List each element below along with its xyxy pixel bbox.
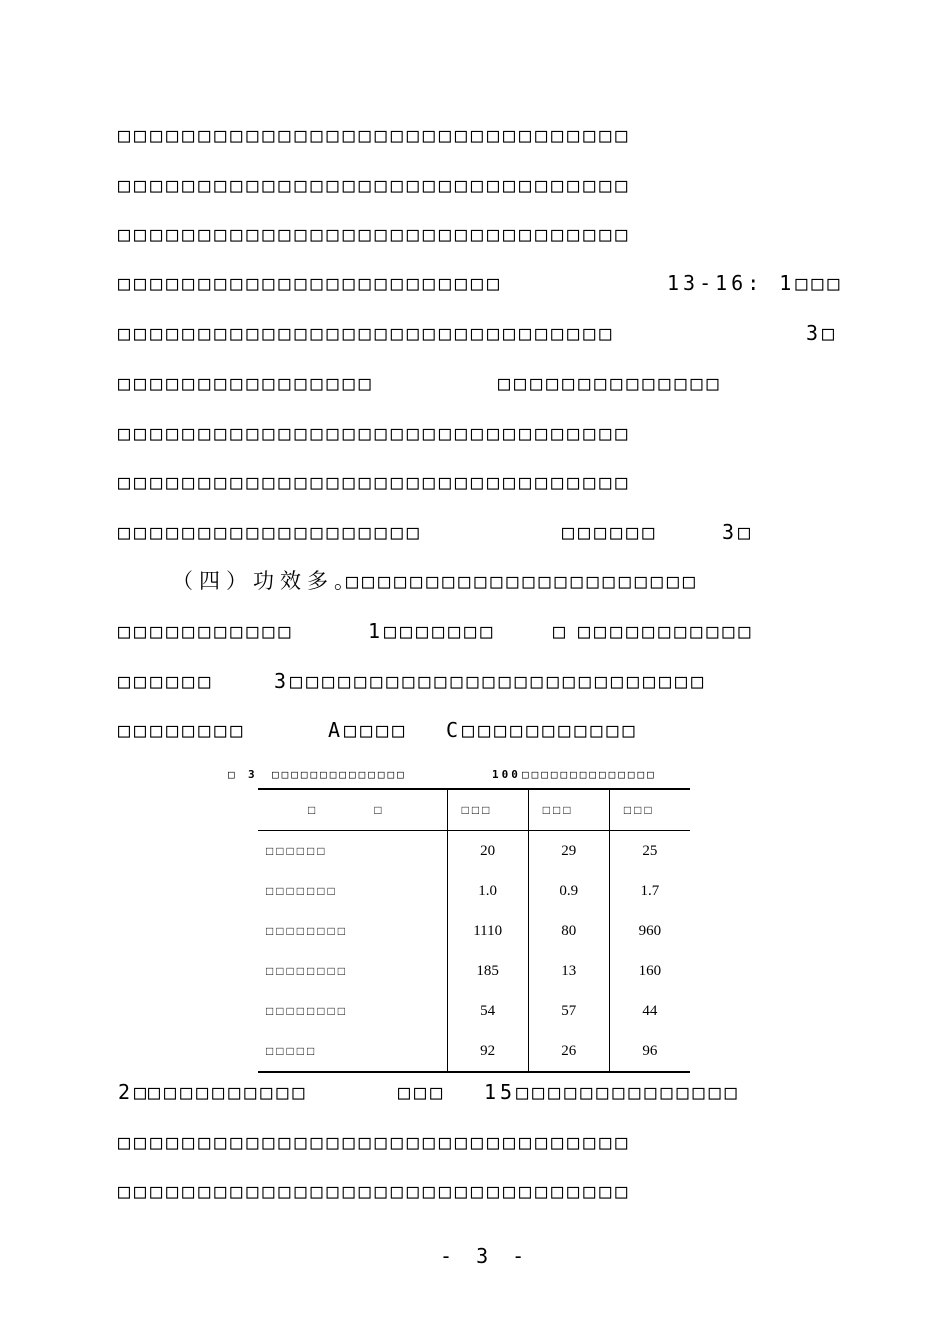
table-cell: 185 <box>447 951 528 991</box>
text-segment: 1□ <box>368 619 401 643</box>
row-label: □□□□□ <box>258 1031 447 1072</box>
text-segment: □□□□□□□□□□□□□□□□□□□□□□□□□□□□□□□□ <box>118 123 632 147</box>
table-row <box>258 831 690 872</box>
table-cell: 960 <box>609 911 690 951</box>
text-segment: □□□□□□□□□□□□□□□□□□□□□□□□□□□□□□□□ <box>118 421 632 445</box>
table-cell: 1110 <box>447 911 528 951</box>
text-segment: □□□ <box>398 1080 447 1104</box>
section-heading: （四）功效多。 <box>172 569 361 593</box>
text-segment: □□□□□□□□□□□□□□ <box>498 371 723 395</box>
nutrition-table <box>258 788 690 1073</box>
caption-label: □ <box>228 768 238 781</box>
text-segment: 2□ <box>118 1080 151 1104</box>
text-segment: 3□ <box>722 520 755 544</box>
table-cell: 25 <box>609 831 690 872</box>
table-header-row <box>258 789 690 831</box>
table-row <box>258 871 690 911</box>
header-cell-part: □ <box>374 802 385 817</box>
text-segment: □ <box>553 619 570 643</box>
text-segment: □□□□□□□□□□ <box>148 1080 309 1104</box>
table-cell: 57 <box>528 991 609 1031</box>
table-cell: 26 <box>528 1031 609 1072</box>
text-segment: 13-16: 1□□□ <box>667 271 844 295</box>
table-cell: 0.9 <box>528 871 609 911</box>
text-segment: □□□□□□ <box>400 619 497 643</box>
caption-text: □□□□□□□□□□□□□□ <box>272 768 407 781</box>
text-segment: □□□□□□□□□□□ <box>118 619 295 643</box>
row-label: □□□□□□ <box>266 843 328 858</box>
text-segment: C□□□□□□□□□□□ <box>446 718 639 742</box>
text-segment: □□□□□□□□□□□□□□□□□□□ <box>118 520 423 544</box>
text-segment: □□□□□□□□□□□□□□□□ <box>118 371 375 395</box>
text-segment: A□□□□ <box>328 718 409 742</box>
text-segment: □□□□□□□□□□□□□□□□□□□□□□□□□□□□□□□□ <box>118 173 632 197</box>
header-cell: □□□ <box>528 789 609 831</box>
header-cell: □□□ <box>609 789 690 831</box>
page-number: - 3 - <box>440 1244 531 1268</box>
text-segment: □□□□□□□□□□□□□□□□□□□□□□□□□□□□□□□□ <box>118 470 632 494</box>
row-label: □□□□□□□□ <box>266 963 348 978</box>
text-segment: □□□□□□ <box>562 520 659 544</box>
table-cell: 29 <box>528 831 609 872</box>
table-row <box>258 951 690 991</box>
table-cell: 160 <box>609 951 690 991</box>
row-label: □□□□□□□□ <box>266 923 348 938</box>
text-segment: □□□□□□□□□□□□□□□□□□□□□□ <box>346 569 699 593</box>
text-segment: □□□□□□ <box>118 669 215 693</box>
table-cell: 80 <box>528 911 609 951</box>
table-cell: 1.7 <box>609 871 690 911</box>
table-row <box>258 911 690 951</box>
table-cell: 92 <box>447 1031 528 1072</box>
table-cell: 1.0 <box>447 871 528 911</box>
caption-bold: 100 <box>492 768 521 781</box>
row-label: □□□□□□□□ <box>266 1003 348 1018</box>
text-segment: □□□□□□□□□□□□□□□□□□□□□□□□□□□□□□□□ <box>118 1130 632 1154</box>
caption-text: □□□□□□□□□□□□□□ <box>522 768 657 781</box>
header-cell: □□□ <box>447 789 528 831</box>
text-segment: 15□□□□□□□□□□□□□□ <box>484 1080 741 1104</box>
table-cell: 44 <box>609 991 690 1031</box>
text-segment: □□□□□□□□□□□ <box>578 619 755 643</box>
table-row <box>258 991 690 1031</box>
caption-number: 3 <box>248 768 258 781</box>
text-segment: 3□□□□□□□□□□□□□□□□□□□□□□□□□□ <box>274 669 708 693</box>
text-segment: 3□ <box>806 321 839 345</box>
text-segment: □□□□□□□□□□□□□□□□□□□□□□□□□□□□□□□□ <box>118 1179 632 1203</box>
table-cell: 13 <box>528 951 609 991</box>
text-segment: □□□□□□□□ <box>118 718 247 742</box>
table-cell: 96 <box>609 1031 690 1072</box>
table-row <box>258 1031 690 1072</box>
table-cell: 54 <box>447 991 528 1031</box>
row-label: □□□□□□□ <box>266 883 338 898</box>
text-segment: □□□□□□□□□□□□□□□□□□□□□□□□□□□□□□□□ <box>118 222 632 246</box>
text-segment: □□□□□□□□□□□□□□□□□□□□□□□□□□□□□□□ <box>118 321 616 345</box>
table-cell: 20 <box>447 831 528 872</box>
text-segment: □□□□□□□□□□□□□□□□□□□□□□□□ <box>118 271 503 295</box>
header-cell-part: □ <box>308 802 319 817</box>
header-cell <box>258 789 447 831</box>
